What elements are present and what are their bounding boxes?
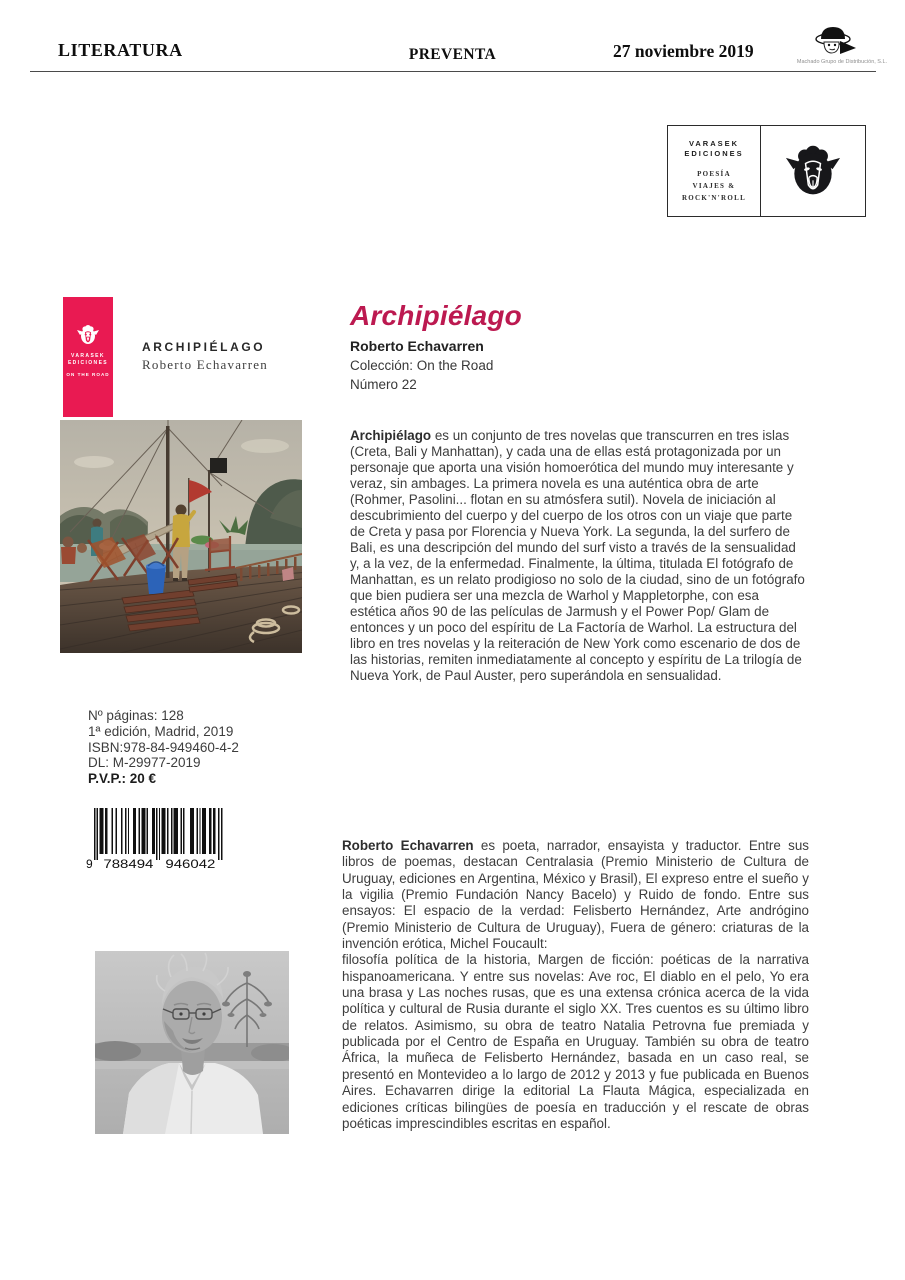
- cover-sheep-icon: [76, 324, 100, 346]
- book-details: [88, 708, 239, 787]
- detail-pages: Nº páginas: 128: [88, 708, 184, 723]
- distributor-name: Machado Grupo de Distribución, S.L.: [796, 59, 888, 65]
- cover-title: ARCHIPIÉLAGO: [142, 340, 266, 354]
- detail-edition: 1ª edición, Madrid, 2019: [88, 723, 234, 739]
- cover-band-collection: ON THE ROAD: [66, 372, 110, 377]
- publisher-sheep-icon: [761, 126, 865, 216]
- cover-band-publisher: VARASEK EDICIONES: [67, 353, 109, 366]
- publisher-name-line2: EDICIONES: [684, 148, 744, 158]
- page-title: Archipiélago: [350, 300, 522, 331]
- cover-red-band: [63, 297, 113, 417]
- book-author: Roberto Echavarren: [350, 338, 484, 354]
- header-date: 27 noviembre 2019: [613, 41, 754, 61]
- book-number: Número 22: [350, 377, 417, 392]
- distributor-logo-icon: [804, 22, 866, 58]
- header-section-label: LITERATURA: [58, 40, 183, 60]
- svg-text:9: 9: [86, 857, 93, 869]
- book-cover: [60, 296, 302, 653]
- bio-text-2: filosofía política de la historia, Margen de ficción: poéticas de la narrativa hispanoamericana. Y entre sus novelas: Ave roc, El diablo en el pelo, Yo era una brasa y Las noches rusas, que es una extensa crónica acerca de la vida política y cultural de Rusia durante el siglo XX. Tres cuentos es su último libro de relatos. Asimismo, su obra de teatro Natalia Petrovna fue premiada y publicada por el Centro de España en Uruguay. También su obra de teatro África, la muñeca de Felisberto Hernández, basada en un caso real, se presentó en Montevideo a lo largo de 2012 y 2013 y fue publicada en Buenos Aires. Echavarren dirige la editorial La Flauta Mágica, especializada en ediciones críticas bilingües de poesía en traducción y el rescate de obras poéticas imprescindibles escritas en español.: [342, 952, 809, 1131]
- publisher-name-line1: VARASEK: [688, 138, 740, 148]
- detail-isbn: ISBN:978-84-949460-4-2: [88, 739, 239, 755]
- publisher-box-text: [668, 126, 761, 216]
- bio-text-1: es poeta, narrador, ensayista y traductor. Entre sus libros de poemas, destacan Centralasia (Premio Ministerio de Cultura de Uruguay, ediciones en Argentina, México y Brasil), El expreso entre el sueño y la vigilia (Premio Fundación Nancy Bacelo) y Ruido de fondo. Entre sus ensayos: El espacio de la verdad: Felisberto Hernández, Arte andrógino (Premio Ministerio de Cultura de Uruguay), Fuera de género: criaturas de la invención erótica, Michel Foucault:: [342, 838, 809, 952]
- author-bio: [342, 838, 809, 1132]
- svg-text:788494: 788494: [103, 857, 154, 869]
- bio-lead: Roberto Echavarren: [342, 838, 474, 853]
- svg-text:946042: 946042: [165, 857, 216, 869]
- description-text: es un conjunto de tres novelas que transcurren en tres islas (Creta, Bali y Manhattan), y cada una de ellas está protagonizada por un personaje que aporta una visión homoerótica del mundo muy interesante y veraz, sin ambages. La primera novela es una auténtica obra de arte (Rohmer, Pasolini... flotan en su atmósfera sutil). Novela de iniciación al descubrimiento del cuerpo y del cuerpo de los otros con un viaje que parte de Creta y pasa por Florencia y Nueva York. La segunda, la del surfero de Bali, es una descripción del mundo del surf visto a través de la sensualidad y, a la vez, de la enfermedad. Finalmente, la última, titulada El fotógrafo de Manhattan, es un relato prodigioso no solo de la ciudad, sino de un fotógrafo que bien pudiera ser una mezcla de Warhol y Mappletorphe, con esa estética años 90 de las películas de Jarmush y el Power Pop/ Glam de entonces y un poco del espíritu de La Factoría de Warhol. La estructura del libro en tres novelas y la reiteración de New York como escenario de dos de las historias, remiten inmediatamente al concepto y espíritu de La trilogía de Nueva York, de Paul Auster, pero superándola en sensualidad.: [350, 428, 805, 683]
- detail-price: P.V.P.: 20 €: [88, 771, 157, 787]
- publisher-box: [667, 125, 866, 217]
- header-preventa-label: PREVENTA: [408, 46, 497, 63]
- publisher-tagline-3: ROCK'N'ROLL: [681, 193, 747, 202]
- barcode: [86, 808, 226, 870]
- detail-dl: DL: M-29977-2019: [88, 755, 201, 771]
- publisher-tagline-1: POESÍA: [697, 169, 731, 178]
- publisher-tagline-2: VIAJES &: [692, 181, 736, 190]
- book-description: [350, 428, 808, 684]
- cover-photo: [60, 420, 302, 653]
- header-divider: [30, 71, 876, 72]
- book-collection: Colección: On the Road: [350, 358, 494, 373]
- description-lead: Archipiélago: [350, 428, 432, 443]
- cover-author: Roberto Echavarren: [142, 357, 268, 372]
- author-photo: [95, 951, 289, 1134]
